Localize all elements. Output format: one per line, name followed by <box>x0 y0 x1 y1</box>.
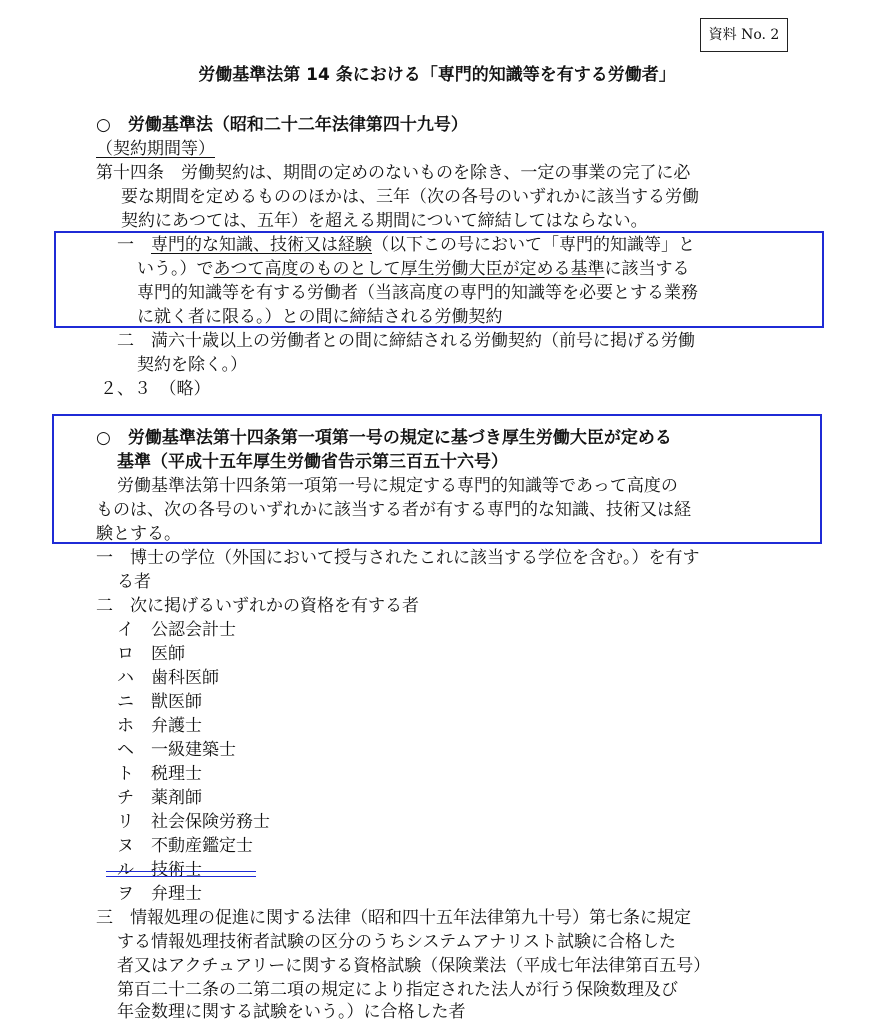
art14-item2-line-2: 契約を除く。） <box>137 355 248 375</box>
qualification-item: ホ 弁護士 <box>117 716 202 736</box>
qualification-item: ヲ 弁理士 <box>117 884 202 904</box>
item1-underlined-standard: あつて高度のものとして厚生労働大臣が定める基準 <box>213 259 605 279</box>
highlight-box-item1 <box>54 231 824 328</box>
document-label: 資料 No. 2 <box>700 18 788 52</box>
qualification-item: ヌ 不動産鑑定士 <box>117 836 253 856</box>
item1-line2-suffix: に該当する <box>604 259 690 279</box>
section1-subheading: （契約期間等） <box>96 139 215 159</box>
article14-line-2: 要な期間を定めるもののほかは、三年（次の各号のいずれかに該当する労働 <box>121 187 699 207</box>
item1-line2-prefix: いう。）で <box>137 259 214 279</box>
section2-heading-line-2: 基準（平成十五年厚生労働省告示第三百五十六号） <box>117 452 508 472</box>
standard-item1-line-1: 一 博士の学位（外国において授与されたこれに該当する学位を含む。）を有す <box>96 548 700 568</box>
section2-body-line-2: ものは、次の各号のいずれかに該当する者が有する専門的な知識、技術又は経 <box>96 500 691 520</box>
item1-suffix: （以下この号において「専門的知識等」と <box>372 235 695 255</box>
section1-heading: ○ 労働基準法（昭和二十二年法律第四十九号） <box>96 115 468 135</box>
item1-prefix: 一 <box>117 235 151 255</box>
standard-item3-line-2: する情報処理技術者試験の区分のうちシステムアナリスト試験に合格した <box>117 932 676 952</box>
art14-item1-line-4: に就く者に限る。）との間に締結される労働契約 <box>137 307 503 327</box>
qualification-item-engineer: ル 技術士 <box>117 860 202 880</box>
qualification-item: ヘ 一級建築士 <box>117 740 236 760</box>
standard-item3-line-5: 年金数理に関する試験をいう。）に合格した者 <box>117 1002 466 1022</box>
section2-body-line-1: 労働基準法第十四条第一項第一号に規定する専門的知識等であって高度の <box>117 476 678 496</box>
article14-line-1: 第十四条 労働契約は、期間の定めのないものを除き、一定の事業の完了に必 <box>96 163 691 183</box>
standard-item1-line-2: る者 <box>117 572 151 592</box>
section2-heading-line-1: ○ 労働基準法第十四条第一項第一号の規定に基づき厚生労働大臣が定める <box>96 428 672 448</box>
article14-line-3: 契約にあつては、五年）を超える期間について締結してはならない。 <box>121 211 648 231</box>
qualification-item: チ 薬剤師 <box>117 788 202 808</box>
standard-item3-line-1: 三 情報処理の促進に関する法律（昭和四十五年法律第九十号）第七条に規定 <box>96 908 691 928</box>
highlight-box-standard <box>52 414 822 544</box>
standard-item3-line-3: 者又はアクチュアリーに関する資格試験（保険業法（平成七年法律第百五号） <box>117 956 711 976</box>
double-underline-engineer <box>106 871 256 877</box>
qualification-item: イ 公認会計士 <box>117 620 236 640</box>
qualification-item: ハ 歯科医師 <box>117 668 219 688</box>
qualification-item: ニ 獣医師 <box>117 692 202 712</box>
qualification-item: ロ 医師 <box>117 644 185 664</box>
qualification-item: リ 社会保険労務士 <box>117 812 270 832</box>
section2-body-line-3: 験とする。 <box>96 524 181 544</box>
standard-item3-line-4: 第百二十二条の二第二項の規定により指定された法人が行う保険数理及び <box>117 980 678 1000</box>
art14-paragraphs-2-3: ２、３ （略） <box>100 379 211 399</box>
standard-item2-heading: 二 次に掲げるいずれかの資格を有する者 <box>96 596 419 616</box>
art14-item2-line-1: 二 満六十歳以上の労働者との間に締結される労働契約（前号に掲げる労働 <box>117 331 695 351</box>
document-title: 労働基準法第 14 条における「専門的知識等を有する労働者」 <box>198 65 676 85</box>
qualification-item: ト 税理士 <box>117 764 202 784</box>
art14-item1-line-3: 専門的知識等を有する労働者（当該高度の専門的知識等を必要とする業務 <box>137 283 698 303</box>
item1-underlined-knowledge: 専門的な知識、技術又は経験 <box>151 235 372 255</box>
